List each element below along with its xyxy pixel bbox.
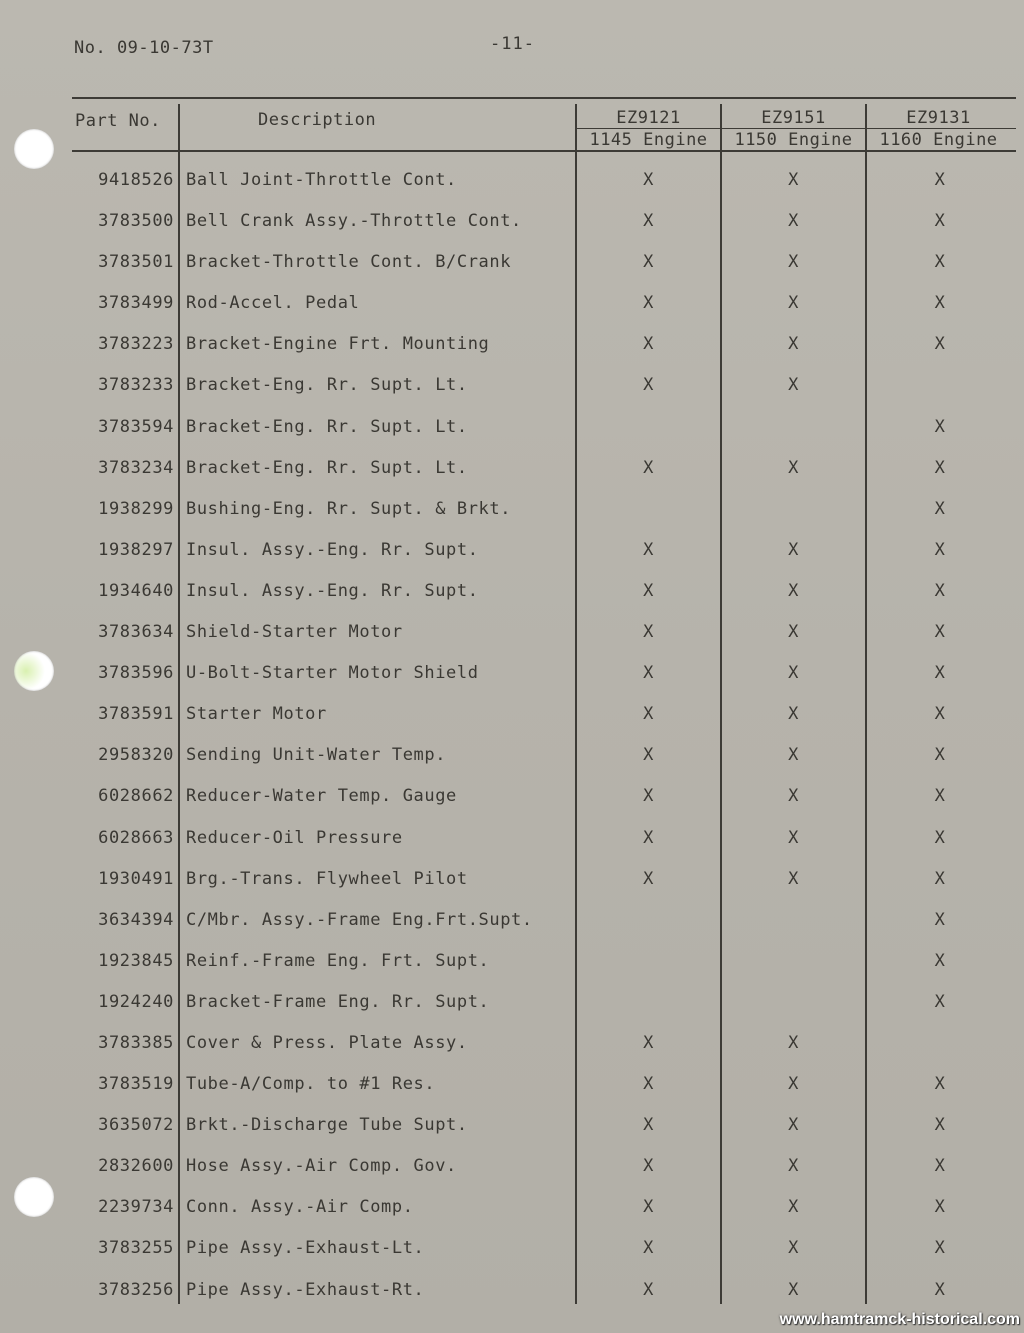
ez9121-check-cell: X: [643, 252, 654, 273]
ez9131-check-cell: X: [934, 1156, 946, 1177]
ez9121-check-cell: X: [643, 1197, 654, 1218]
ez9151-check-cell: X: [788, 745, 799, 766]
ez9131-check-cell: X: [934, 786, 946, 807]
part-number-cell: 1924240: [98, 991, 174, 1012]
ez9131-check-cell: X: [934, 293, 946, 314]
part-number-cell: 3783500: [98, 211, 174, 232]
ez9121-check-cell: X: [643, 868, 654, 889]
ez9151-check-cell: X: [788, 293, 799, 314]
ez9131-check-cell: X: [934, 1197, 946, 1218]
table-row: [0, 375, 1024, 416]
ez9151-check-cell: X: [788, 170, 799, 190]
description-cell: Tube-A/Comp. to #1 Res.: [186, 1074, 436, 1095]
ez9151-check-cell: X: [788, 334, 799, 355]
description-cell: Hose Assy.-Air Comp. Gov.: [186, 1156, 457, 1177]
table-row: [0, 417, 1024, 458]
description-cell: Bracket-Engine Frt. Mounting: [186, 334, 490, 355]
description-cell: Rod-Accel. Pedal: [186, 293, 360, 314]
ez9121-check-cell: X: [643, 539, 654, 560]
table-row: [0, 786, 1024, 827]
description-cell: Cover & Press. Plate Assy.: [186, 1032, 468, 1053]
ez9131-check-cell: X: [934, 416, 946, 437]
table-row: [0, 170, 1024, 211]
description-cell: Brg.-Trans. Flywheel Pilot: [186, 868, 468, 889]
table-row: [0, 910, 1024, 951]
ez9131-check-cell: X: [934, 704, 946, 725]
ez9151-check-cell: X: [788, 457, 799, 478]
description-cell: Reinf.-Frame Eng. Frt. Supt.: [186, 950, 490, 971]
part-number-cell: 3783596: [98, 663, 174, 684]
ez9151-check-cell: X: [788, 539, 799, 560]
ez9131-check-cell: X: [934, 827, 946, 848]
table-row: [0, 581, 1024, 622]
part-number-cell: 3783255: [98, 1238, 174, 1259]
column-header-model: EZ9121: [616, 108, 681, 128]
part-number-cell: 3634394: [98, 909, 174, 930]
ez9131-check-cell: X: [934, 580, 946, 601]
binder-hole: [14, 129, 54, 169]
part-number-cell: 3783233: [98, 375, 174, 396]
description-cell: Bracket-Eng. Rr. Supt. Lt.: [186, 375, 468, 396]
ez9151-check-cell: X: [788, 1238, 799, 1259]
table-row: [0, 499, 1024, 540]
ez9131-check-cell: X: [934, 1279, 946, 1300]
table-header-rule: [72, 150, 1016, 152]
ez9131-check-cell: X: [934, 334, 946, 355]
column-header-part-no: Part No.: [75, 111, 161, 131]
ez9131-check-cell: X: [934, 909, 946, 930]
ez9121-check-cell: X: [643, 663, 654, 684]
part-number-cell: 3783256: [98, 1279, 174, 1300]
description-cell: Bracket-Frame Eng. Rr. Supt.: [186, 991, 490, 1012]
ez9151-check-cell: X: [788, 375, 799, 396]
ez9151-check-cell: X: [788, 211, 799, 232]
page-number: -11-: [490, 34, 535, 54]
ez9151-check-cell: X: [788, 580, 799, 601]
table-row: [0, 458, 1024, 499]
ez9121-check-cell: X: [643, 622, 654, 643]
ez9151-check-cell: X: [788, 827, 799, 848]
part-number-cell: 1938299: [98, 498, 174, 519]
model-subheader-rule: [576, 128, 1016, 129]
ez9151-check-cell: X: [788, 704, 799, 725]
ez9131-check-cell: X: [934, 1115, 946, 1136]
ez9131-check-cell: X: [934, 211, 946, 232]
column-header-engine: 1145 Engine: [589, 130, 708, 150]
description-cell: Bracket-Eng. Rr. Supt. Lt.: [186, 457, 468, 478]
description-cell: Shield-Starter Motor: [186, 622, 403, 643]
part-number-cell: 3783634: [98, 622, 174, 643]
ez9131-check-cell: X: [934, 1238, 946, 1259]
description-cell: Brkt.-Discharge Tube Supt.: [186, 1115, 468, 1136]
ez9121-check-cell: X: [643, 170, 654, 190]
ez9121-check-cell: X: [643, 457, 654, 478]
ez9151-check-cell: X: [788, 622, 799, 643]
part-number-cell: 1923845: [98, 950, 174, 971]
ez9151-check-cell: X: [788, 1032, 799, 1053]
ez9121-check-cell: X: [643, 786, 654, 807]
part-number-cell: 1938297: [98, 539, 174, 560]
part-number-cell: 3783519: [98, 1074, 174, 1095]
table-row: [0, 828, 1024, 869]
description-cell: Pipe Assy.-Exhaust-Lt.: [186, 1238, 425, 1259]
ez9131-check-cell: X: [934, 868, 946, 889]
table-row: [0, 252, 1024, 293]
part-number-cell: 2239734: [98, 1197, 174, 1218]
part-number-cell: 3783594: [98, 416, 174, 437]
description-cell: Reducer-Oil Pressure: [186, 827, 403, 848]
table-row: [0, 992, 1024, 1033]
column-header-model: EZ9151: [761, 108, 826, 128]
part-number-cell: 3783223: [98, 334, 174, 355]
ez9121-check-cell: X: [643, 1074, 654, 1095]
ez9131-check-cell: X: [934, 170, 946, 190]
ez9131-check-cell: X: [934, 498, 946, 519]
ez9121-check-cell: X: [643, 375, 654, 396]
ez9121-check-cell: X: [643, 580, 654, 601]
description-cell: U-Bolt-Starter Motor Shield: [186, 663, 479, 684]
table-row: [0, 1033, 1024, 1074]
table-row: [0, 622, 1024, 663]
table-row: [0, 663, 1024, 704]
table-row: [0, 334, 1024, 375]
ez9131-check-cell: X: [934, 1074, 946, 1095]
description-cell: Reducer-Water Temp. Gauge: [186, 786, 457, 807]
ez9151-check-cell: X: [788, 786, 799, 807]
ez9121-check-cell: X: [643, 745, 654, 766]
table-row: [0, 745, 1024, 786]
table-row: [0, 1238, 1024, 1279]
ez9151-check-cell: X: [788, 252, 799, 273]
ez9121-check-cell: X: [643, 211, 654, 232]
ez9121-check-cell: X: [643, 704, 654, 725]
ez9131-check-cell: X: [934, 950, 946, 971]
column-header-engine: 1150 Engine: [734, 130, 853, 150]
table-row: [0, 1197, 1024, 1238]
table-row: [0, 211, 1024, 252]
ez9121-check-cell: X: [643, 1032, 654, 1053]
watermark: www.hamtramck-historical.com: [779, 1311, 1020, 1328]
description-cell: Pipe Assy.-Exhaust-Rt.: [186, 1279, 425, 1300]
part-number-cell: 1934640: [98, 580, 174, 601]
part-number-cell: 3635072: [98, 1115, 174, 1136]
ez9121-check-cell: X: [643, 1279, 654, 1300]
ez9151-check-cell: X: [788, 1115, 799, 1136]
ez9131-check-cell: X: [934, 539, 946, 560]
column-header-model: EZ9131: [906, 108, 971, 128]
description-cell: Insul. Assy.-Eng. Rr. Supt.: [186, 539, 479, 560]
ez9151-check-cell: X: [788, 663, 799, 684]
description-cell: Conn. Assy.-Air Comp.: [186, 1197, 414, 1218]
table-top-rule: [72, 97, 1016, 99]
ez9151-check-cell: X: [788, 1279, 799, 1300]
part-number-cell: 3783591: [98, 704, 174, 725]
description-cell: Starter Motor: [186, 704, 327, 725]
part-number-cell: 3783234: [98, 457, 174, 478]
part-number-cell: 2958320: [98, 745, 174, 766]
column-header-engine: 1160 Engine: [879, 130, 998, 150]
table-row: [0, 1156, 1024, 1197]
ez9131-check-cell: X: [934, 622, 946, 643]
description-cell: Bracket-Eng. Rr. Supt. Lt.: [186, 416, 468, 437]
ez9131-check-cell: X: [934, 991, 946, 1012]
ez9121-check-cell: X: [643, 1238, 654, 1259]
ez9151-check-cell: X: [788, 1156, 799, 1177]
ez9131-check-cell: X: [934, 745, 946, 766]
ez9131-check-cell: X: [934, 252, 946, 273]
description-cell: Bell Crank Assy.-Throttle Cont.: [186, 211, 522, 232]
description-cell: Insul. Assy.-Eng. Rr. Supt.: [186, 580, 479, 601]
table-row: [0, 704, 1024, 745]
table-row: [0, 293, 1024, 334]
ez9121-check-cell: X: [643, 827, 654, 848]
column-header-description: Description: [258, 110, 377, 130]
table-row: [0, 540, 1024, 581]
ez9131-check-cell: X: [934, 663, 946, 684]
part-number-cell: 6028662: [98, 786, 174, 807]
part-number-cell: 3783385: [98, 1032, 174, 1053]
ez9151-check-cell: X: [788, 1197, 799, 1218]
table-row: [0, 1115, 1024, 1156]
table-row: [0, 869, 1024, 910]
part-number-cell: 6028663: [98, 827, 174, 848]
description-cell: Sending Unit-Water Temp.: [186, 745, 447, 766]
description-cell: Bracket-Throttle Cont. B/Crank: [186, 252, 512, 273]
document-number: No. 09-10-73T: [74, 38, 214, 58]
description-cell: C/Mbr. Assy.-Frame Eng.Frt.Supt.: [186, 909, 533, 930]
ez9151-check-cell: X: [788, 868, 799, 889]
part-number-cell: 1930491: [98, 868, 174, 889]
ez9121-check-cell: X: [643, 334, 654, 355]
ez9121-check-cell: X: [643, 1156, 654, 1177]
ez9131-check-cell: X: [934, 457, 946, 478]
part-number-cell: 2832600: [98, 1156, 174, 1177]
part-number-cell: 3783501: [98, 252, 174, 273]
description-cell: Bushing-Eng. Rr. Supt. & Brkt.: [186, 498, 512, 519]
ez9121-check-cell: X: [643, 1115, 654, 1136]
ez9151-check-cell: X: [788, 1074, 799, 1095]
description-cell: Ball Joint-Throttle Cont.: [186, 170, 457, 190]
table-row: [0, 951, 1024, 992]
parts-table-body: [0, 170, 1024, 1321]
table-row: [0, 1074, 1024, 1115]
ez9121-check-cell: X: [643, 293, 654, 314]
part-number-cell: 3783499: [98, 293, 174, 314]
part-number-cell: 9418526: [98, 170, 174, 190]
